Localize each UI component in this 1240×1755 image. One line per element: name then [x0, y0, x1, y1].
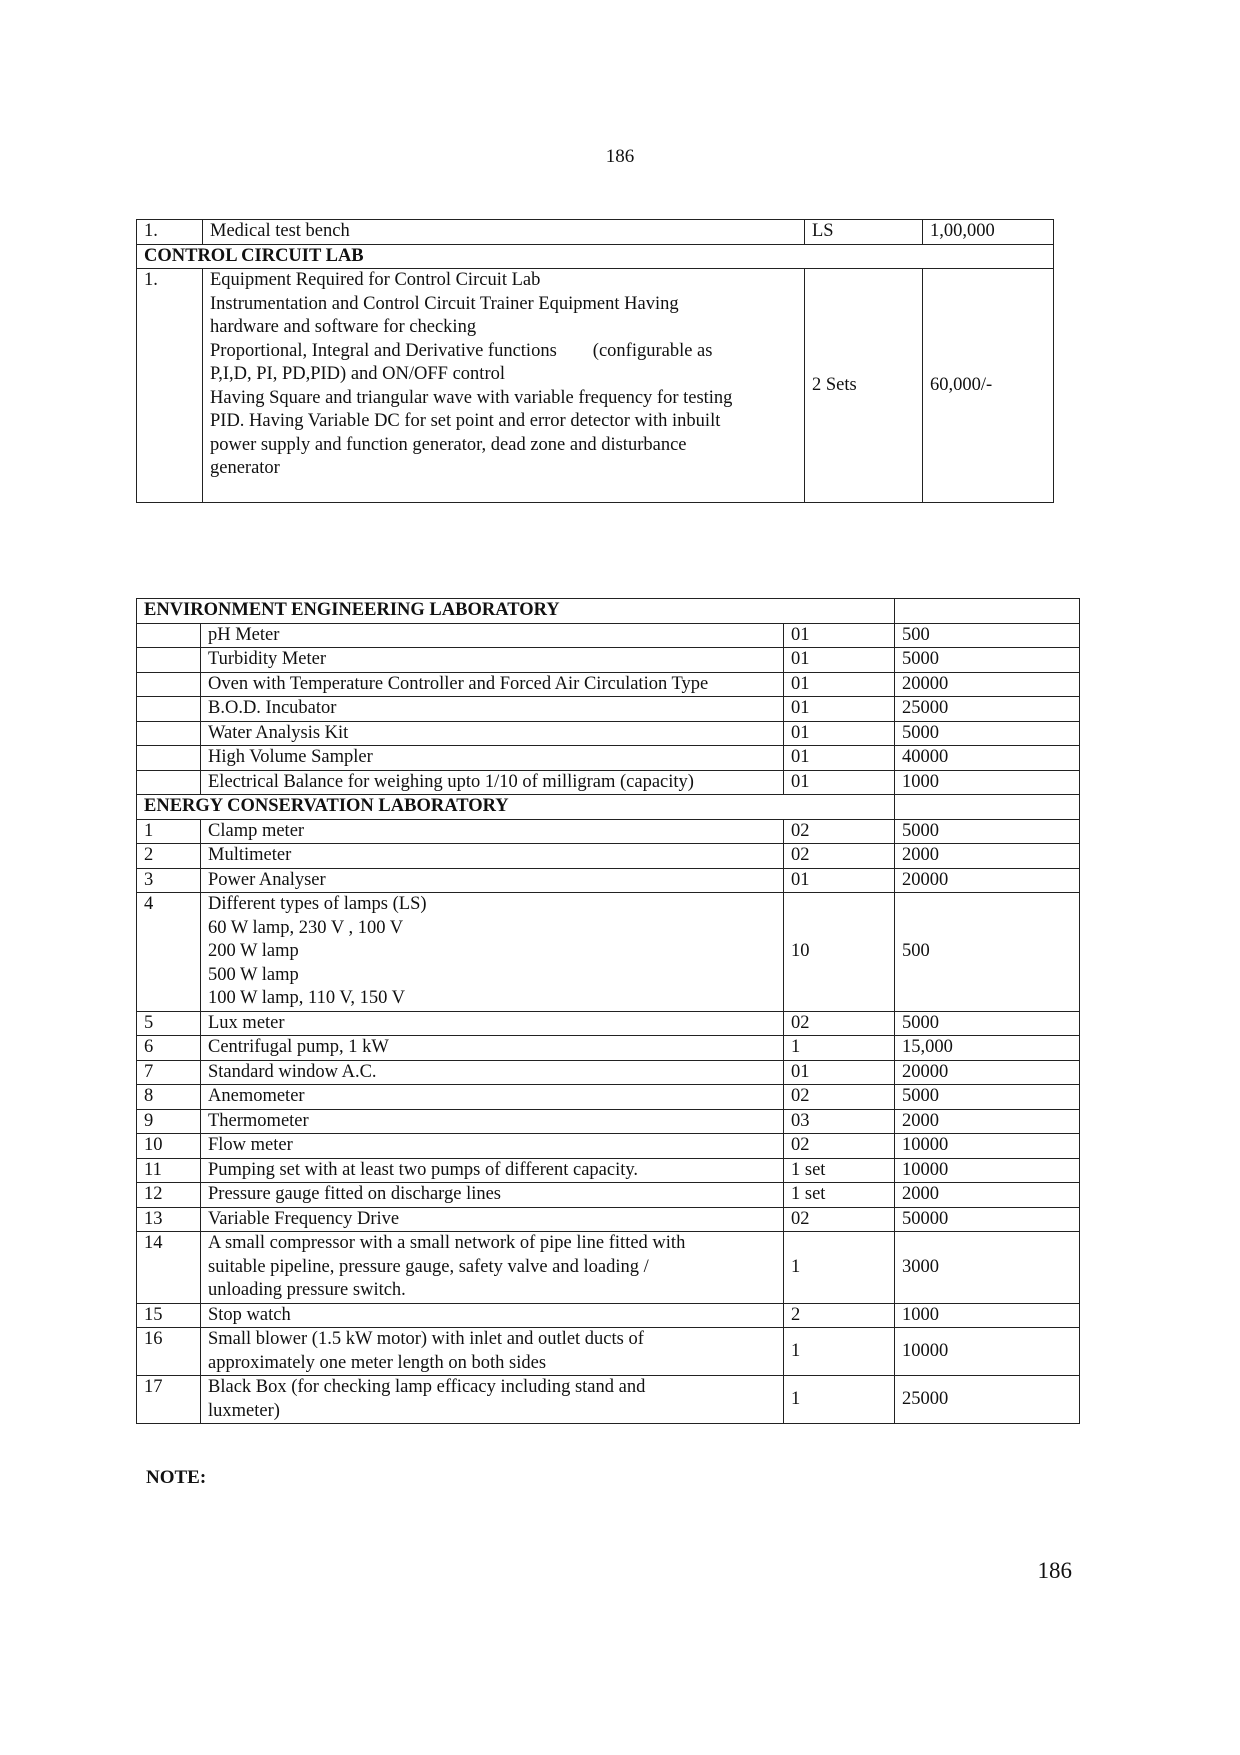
quantity: 2 Sets [805, 269, 923, 503]
cost: 20000 [895, 1060, 1080, 1085]
description-line: Small blower (1.5 kW motor) with inlet and outlet ducts of [208, 1329, 644, 1349]
item-description: Turbidity Meter [201, 648, 784, 673]
item-description: B.O.D. Incubator [201, 697, 784, 722]
cost: 20000 [895, 672, 1080, 697]
row-number: 17 [137, 1376, 201, 1424]
description-line: Different types of lamps (LS) [208, 894, 427, 914]
quantity: 1 [784, 1036, 895, 1061]
table-row [137, 1303, 1080, 1328]
page-number-top: 186 [605, 146, 635, 167]
cost: 2000 [895, 844, 1080, 869]
table-row [137, 844, 1080, 869]
quantity: 1 [784, 1232, 895, 1304]
item-description: Multimeter [201, 844, 784, 869]
table-row [137, 1060, 1080, 1085]
item-description: Thermometer [201, 1109, 784, 1134]
row-number: 13 [137, 1207, 201, 1232]
cost: 10000 [895, 1328, 1080, 1376]
section-title: CONTROL CIRCUIT LAB [137, 244, 1054, 269]
description-line: A small compressor with a small network of pipe line fitted with [208, 1233, 686, 1253]
description-line: 200 W lamp [208, 941, 299, 961]
quantity: 01 [784, 721, 895, 746]
quantity: 01 [784, 672, 895, 697]
table-row [137, 1134, 1080, 1159]
description-line: Equipment Required for Control Circuit Lab [210, 270, 541, 290]
item-description: High Volume Sampler [201, 746, 784, 771]
description-line: PID. Having Variable DC for set point and error detector with inbuilt [210, 411, 721, 431]
cost: 3000 [895, 1232, 1080, 1304]
cost: 500 [895, 623, 1080, 648]
item-description: Water Analysis Kit [201, 721, 784, 746]
item-description: Electrical Balance for weighing upto 1/10 of milligram (capacity) [201, 770, 784, 795]
row-number: 3 [137, 868, 201, 893]
description-line: Having Square and triangular wave with variable frequency for testing [210, 387, 733, 408]
item-description: pH Meter [201, 623, 784, 648]
row-number: 16 [137, 1328, 201, 1376]
item-description: Flow meter [201, 1134, 784, 1159]
item-description [201, 1376, 784, 1424]
table-row [137, 269, 1054, 503]
description-segment: Proportional, Integral and Derivative functions [210, 340, 557, 361]
item-description: Variable Frequency Drive [201, 1207, 784, 1232]
description-line: 500 W lamp [208, 964, 299, 985]
row-number: 11 [137, 1158, 201, 1183]
table-row [137, 1085, 1080, 1110]
table-row [137, 1376, 1080, 1424]
table-row [137, 868, 1080, 893]
row-number: 8 [137, 1085, 201, 1110]
item-description: Stop watch [201, 1303, 784, 1328]
quantity: 02 [784, 1085, 895, 1110]
table-row [137, 1207, 1080, 1232]
empty-cell [895, 599, 1080, 624]
table-row [137, 1183, 1080, 1208]
quantity: 02 [784, 1207, 895, 1232]
table-row [137, 1232, 1080, 1304]
description-line: 60 W lamp, 230 V , 100 V [208, 917, 404, 938]
table-row [137, 220, 1054, 245]
section-header-row [137, 795, 1080, 820]
control-circuit-table [136, 219, 1054, 503]
quantity: 03 [784, 1109, 895, 1134]
table-row [137, 746, 1080, 771]
description-line: unloading pressure switch. [208, 1280, 406, 1300]
quantity: LS [805, 220, 923, 245]
description-line: luxmeter) [208, 1400, 280, 1421]
table-row [137, 1036, 1080, 1061]
item-description: Power Analyser [201, 868, 784, 893]
row-number [137, 746, 201, 771]
cost: 20000 [895, 868, 1080, 893]
item-description: Anemometer [201, 1085, 784, 1110]
row-number: 2 [137, 844, 201, 869]
item-description [201, 1328, 784, 1376]
quantity: 1 [784, 1328, 895, 1376]
cost: 10000 [895, 1158, 1080, 1183]
item-description: Pumping set with at least two pumps of different capacity. [201, 1158, 784, 1183]
description-line: approximately one meter length on both sides [208, 1352, 547, 1373]
table-row [137, 648, 1080, 673]
row-number: 5 [137, 1011, 201, 1036]
description-line: Instrumentation and Control Circuit Trainer Equipment Having [210, 293, 679, 314]
cost: 15,000 [895, 1036, 1080, 1061]
row-number: 15 [137, 1303, 201, 1328]
section-header-row [137, 244, 1054, 269]
cost: 40000 [895, 746, 1080, 771]
table-row [137, 697, 1080, 722]
cost: 10000 [895, 1134, 1080, 1159]
item-description: Medical test bench [203, 220, 805, 245]
description-line: 100 W lamp, 110 V, 150 V [208, 988, 406, 1008]
quantity: 01 [784, 868, 895, 893]
table-row [137, 623, 1080, 648]
cost: 5000 [895, 1085, 1080, 1110]
description-line: power supply and function generator, dead zone and disturbance [210, 434, 687, 455]
quantity: 02 [784, 819, 895, 844]
description-line [210, 340, 804, 364]
row-number [137, 623, 201, 648]
quantity: 02 [784, 1011, 895, 1036]
item-description: Lux meter [201, 1011, 784, 1036]
table-row [137, 1328, 1080, 1376]
table-row [137, 1109, 1080, 1134]
row-number: 1. [137, 269, 203, 503]
table-row [137, 1158, 1080, 1183]
item-description [203, 269, 805, 503]
row-number [137, 721, 201, 746]
row-number [137, 697, 201, 722]
table-row [137, 770, 1080, 795]
row-number [137, 672, 201, 697]
page-number-bottom: 186 [1037, 1558, 1072, 1583]
quantity: 1 set [784, 1183, 895, 1208]
quantity: 02 [784, 1134, 895, 1159]
description-line: generator [210, 458, 280, 478]
description-line: hardware and software for checking [210, 317, 477, 337]
row-number: 1 [137, 819, 201, 844]
quantity: 01 [784, 623, 895, 648]
row-number: 1. [137, 220, 203, 245]
cost: 5000 [895, 648, 1080, 673]
quantity: 01 [784, 697, 895, 722]
row-number [137, 770, 201, 795]
description-line: suitable pipeline, pressure gauge, safety valve and loading / [208, 1256, 649, 1277]
quantity: 01 [784, 746, 895, 771]
table-row [137, 819, 1080, 844]
row-number [137, 648, 201, 673]
section-title: ENERGY CONSERVATION LABORATORY [137, 795, 895, 820]
item-description [201, 1232, 784, 1304]
laboratory-equipment-table [136, 598, 1080, 1424]
quantity: 01 [784, 1060, 895, 1085]
cost: 500 [895, 893, 1080, 1012]
table-row [137, 893, 1080, 1012]
cost: 2000 [895, 1109, 1080, 1134]
item-description: Oven with Temperature Controller and Forced Air Circulation Type [201, 672, 784, 697]
item-description: Centrifugal pump, 1 kW [201, 1036, 784, 1061]
cost: 1,00,000 [923, 220, 1054, 245]
quantity: 01 [784, 770, 895, 795]
row-number: 10 [137, 1134, 201, 1159]
item-description [201, 893, 784, 1012]
item-description: Clamp meter [201, 819, 784, 844]
description-segment: (configurable as [592, 340, 713, 361]
cost: 1000 [895, 770, 1080, 795]
description-line: P,I,D, PI, PD,PID) and ON/OFF control [210, 364, 505, 384]
quantity: 10 [784, 893, 895, 1012]
cost: 5000 [895, 1011, 1080, 1036]
cost: 2000 [895, 1183, 1080, 1208]
cost: 1000 [895, 1303, 1080, 1328]
quantity: 01 [784, 648, 895, 673]
quantity: 2 [784, 1303, 895, 1328]
item-description: Standard window A.C. [201, 1060, 784, 1085]
item-description: Pressure gauge fitted on discharge lines [201, 1183, 784, 1208]
quantity: 02 [784, 844, 895, 869]
description-line: Black Box (for checking lamp efficacy including stand and [208, 1377, 646, 1397]
note-label: NOTE: [146, 1467, 207, 1488]
section-title: ENVIRONMENT ENGINEERING LABORATORY [137, 599, 895, 624]
row-number: 14 [137, 1232, 201, 1304]
cost: 50000 [895, 1207, 1080, 1232]
table-row [137, 721, 1080, 746]
cost: 5000 [895, 721, 1080, 746]
row-number: 9 [137, 1109, 201, 1134]
quantity: 1 set [784, 1158, 895, 1183]
row-number: 7 [137, 1060, 201, 1085]
row-number: 6 [137, 1036, 201, 1061]
cost: 60,000/- [923, 269, 1054, 503]
empty-cell [895, 795, 1080, 820]
row-number: 4 [137, 893, 201, 1012]
cost: 25000 [895, 697, 1080, 722]
cost: 25000 [895, 1376, 1080, 1424]
cost: 5000 [895, 819, 1080, 844]
quantity: 1 [784, 1376, 895, 1424]
row-number: 12 [137, 1183, 201, 1208]
section-header-row [137, 599, 1080, 624]
table-row [137, 1011, 1080, 1036]
table-row [137, 672, 1080, 697]
